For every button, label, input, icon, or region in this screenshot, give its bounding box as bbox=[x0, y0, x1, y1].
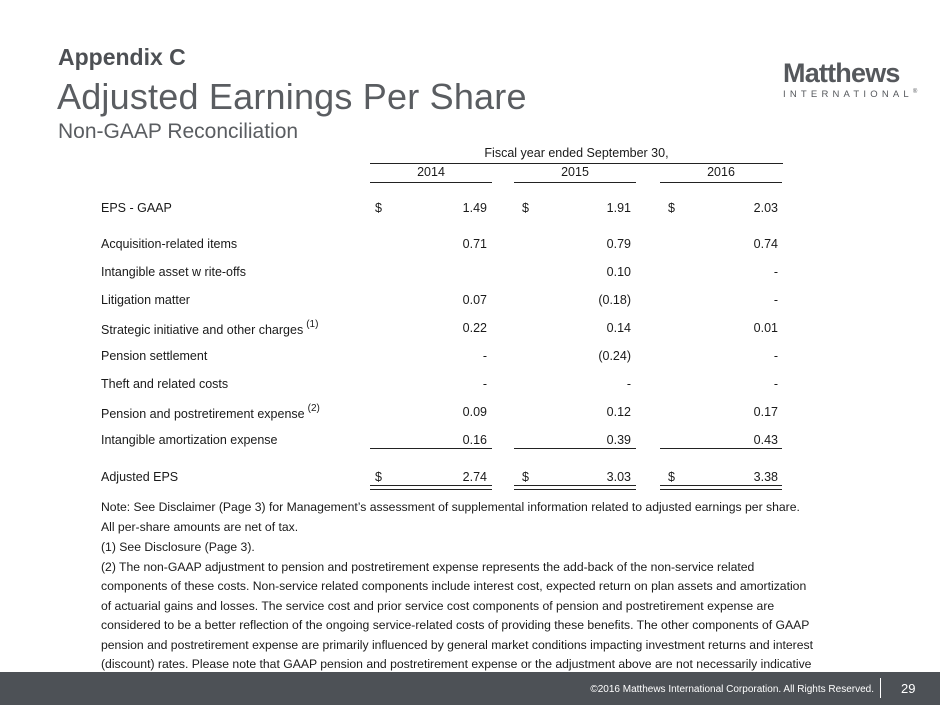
table-cell-value: - bbox=[626, 377, 631, 391]
table-cell-value: 2.74 bbox=[462, 470, 487, 484]
table-cell-value: 0.14 bbox=[606, 321, 631, 335]
page-subtitle: Non-GAAP Reconciliation bbox=[58, 120, 299, 143]
row-label-text: Pension and postretirement expense bbox=[101, 407, 305, 422]
currency-symbol: $ bbox=[375, 470, 382, 484]
fiscal-year-header: Fiscal year ended September 30, bbox=[370, 146, 783, 164]
row-label-text: Litigation matter bbox=[101, 293, 190, 307]
company-logo bbox=[783, 58, 918, 101]
logo-sub-text: INTERNATIONAL bbox=[783, 89, 913, 101]
total-double-rule-2015 bbox=[514, 485, 636, 490]
table-cell-value: (0.24) bbox=[598, 349, 631, 363]
row-label bbox=[101, 349, 207, 363]
table-cell-value: 0.16 bbox=[462, 433, 487, 447]
row-label-text: Pension settlement bbox=[101, 349, 208, 363]
currency-symbol: $ bbox=[375, 201, 382, 215]
table-cell-value: 0.12 bbox=[606, 405, 631, 419]
note-2: (2) The non-GAAP adjustment to pension and postretirement expense represents the add-back of the non-service related components of these costs. Non-service related components include interest cost, expected return on plan assets and amortization of actuarial gains and losses. The service cost and prior service cost components of pension and postretirement expense are considered to be a better reflection of the ongoing service-related costs of providing these benefits. The other components of GAAP pension and postretirement expense are primarily influenced by general market conditions impacting investment returns and interest (discount) rates. Please note that GAAP pension and postretirement expense or the adjustment above are not necessarily indicative bbox=[101, 559, 813, 671]
table-cell-value: 1.91 bbox=[606, 201, 631, 215]
row-label bbox=[101, 405, 320, 421]
year-header-2015: 2015 bbox=[514, 165, 636, 183]
row-label bbox=[101, 293, 190, 307]
note-1: (1) See Disclosure (Page 3). bbox=[101, 540, 255, 554]
table-cell-value: 0.74 bbox=[753, 237, 778, 251]
copyright-text: ©2016 Matthews International Corporation. All Rights Reserved. bbox=[590, 684, 874, 695]
subtotal-rule-2016 bbox=[660, 448, 782, 449]
table-cell-value: 0.71 bbox=[462, 237, 487, 251]
currency-symbol: $ bbox=[668, 470, 675, 484]
row-label bbox=[101, 237, 237, 251]
row-label bbox=[101, 321, 318, 337]
row-label bbox=[101, 433, 278, 447]
footer-divider bbox=[880, 678, 881, 698]
table-cell-value: - bbox=[773, 293, 778, 307]
row-label bbox=[101, 470, 178, 484]
logo-subtitle bbox=[783, 89, 918, 101]
total-double-rule-2014 bbox=[370, 485, 492, 490]
table-cell-value: 1.49 bbox=[462, 201, 487, 215]
table-cell-value: - bbox=[773, 265, 778, 279]
row-label bbox=[101, 201, 172, 215]
year-header-2016: 2016 bbox=[660, 165, 782, 183]
row-label-text: Acquisition-related items bbox=[101, 237, 238, 251]
table-cell-value: 3.38 bbox=[753, 470, 778, 484]
table-cell-value: 0.01 bbox=[753, 321, 778, 335]
row-label bbox=[101, 377, 228, 391]
appendix-label: Appendix C bbox=[58, 44, 186, 70]
table-cell-value: - bbox=[773, 377, 778, 391]
row-label-text: Intangible amortization expense bbox=[101, 433, 278, 447]
logo-registered-mark: ® bbox=[912, 89, 918, 95]
note-disclaimer: Note: See Disclaimer (Page 3) for Management’s assessment of supplemental information related to adjusted earnings per share. All per-share amounts are net of tax. bbox=[101, 500, 800, 534]
currency-symbol: $ bbox=[522, 201, 529, 215]
currency-symbol: $ bbox=[668, 201, 675, 215]
table-cell-value: 0.79 bbox=[606, 237, 631, 251]
table-cell-value: 0.10 bbox=[606, 265, 631, 279]
row-footnote-ref: (2) bbox=[307, 403, 320, 414]
table-cell-value: 0.09 bbox=[462, 405, 487, 419]
subtotal-rule-2014 bbox=[370, 448, 492, 449]
table-cell-value: 0.43 bbox=[753, 433, 778, 447]
row-label-text: Adjusted EPS bbox=[101, 470, 179, 484]
subtotal-rule-2015 bbox=[514, 448, 636, 449]
table-cell-value: - bbox=[773, 349, 778, 363]
table-cell-value: 2.03 bbox=[753, 201, 778, 215]
table-cell-value: - bbox=[482, 349, 487, 363]
year-header-2014: 2014 bbox=[370, 165, 492, 183]
total-double-rule-2016 bbox=[660, 485, 782, 490]
row-label-text: Strategic initiative and other charges bbox=[101, 323, 304, 338]
table-cell-value: 0.39 bbox=[606, 433, 631, 447]
currency-symbol: $ bbox=[522, 470, 529, 484]
table-cell-value: 0.17 bbox=[753, 405, 778, 419]
table-cell-value: 0.22 bbox=[462, 321, 487, 335]
page-number: 29 bbox=[901, 681, 916, 696]
table-cell-value: 0.07 bbox=[462, 293, 487, 307]
page-title: Adjusted Earnings Per Share bbox=[57, 76, 527, 117]
row-label-text: Theft and related costs bbox=[101, 377, 229, 391]
table-cell-value: (0.18) bbox=[598, 293, 631, 307]
logo-name: Matthews bbox=[783, 58, 900, 88]
footnotes bbox=[101, 498, 813, 694]
table-cell-value: - bbox=[482, 377, 487, 391]
row-footnote-ref: (1) bbox=[306, 319, 319, 330]
row-label bbox=[101, 265, 246, 279]
row-label-text: EPS - GAAP bbox=[101, 201, 172, 215]
row-label-text: Intangible asset w rite-offs bbox=[101, 265, 246, 279]
table-cell-value: 3.03 bbox=[606, 470, 631, 484]
